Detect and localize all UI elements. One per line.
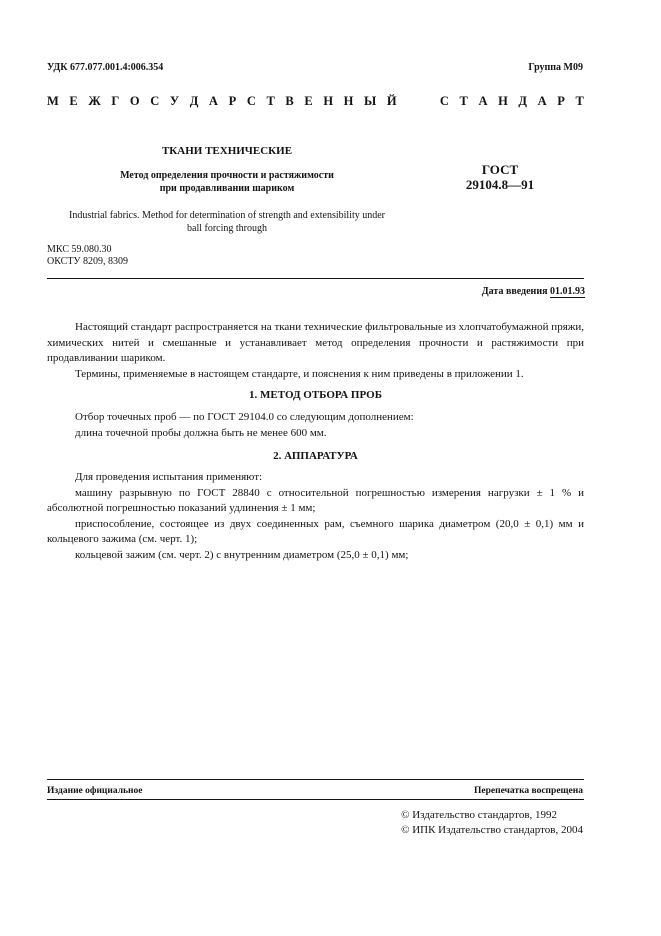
banner-letter: Н — [323, 94, 334, 108]
banner-letter: Н — [343, 94, 354, 108]
paragraph: Отбор точечных проб — по ГОСТ 29104.0 со следующим дополнением: — [75, 411, 414, 423]
document-title: ТКАНИ ТЕХНИЧЕСКИЕ — [161, 145, 293, 157]
okstu-code: ОКСТУ 8209, 8309 — [47, 256, 129, 267]
section-1-body — [47, 410, 584, 441]
footer-separator — [47, 799, 584, 800]
footer-separator — [47, 779, 584, 780]
english-title-line: ball forcing through — [187, 223, 267, 234]
banner-letter: Д — [518, 94, 528, 108]
gost-code: 29104.8—91 — [465, 177, 535, 192]
section-heading: 1. МЕТОД ОТБОРА ПРОБ — [249, 389, 382, 401]
effective-date — [482, 286, 585, 297]
section-2-body — [47, 470, 584, 563]
banner-letter: Е — [69, 94, 78, 108]
banner-letter: Р — [228, 94, 237, 108]
reprint-prohibited-label: Перепечатка воспрещена — [473, 786, 583, 796]
banner-letter: В — [285, 94, 294, 108]
banner-letter: С — [246, 94, 256, 108]
banner-letter: Т — [266, 94, 275, 108]
paragraph: длина точечной пробы должна быть не менее 600 мм. — [75, 426, 327, 439]
section-heading: 2. АППАРАТУРА — [273, 450, 358, 462]
english-title-line: Industrial fabrics. Method for determination of strength and extensibility under — [68, 210, 386, 221]
udk-code: УДК 677.077.001.4:006.354 — [47, 62, 164, 73]
subtitle-line: при продавливании шариком — [159, 183, 295, 194]
header-separator — [47, 278, 584, 279]
banner-letter: О — [129, 94, 140, 108]
document-subtitle — [47, 169, 407, 195]
date-label: Дата введения — [481, 286, 548, 297]
date-value: 01.01.93 — [550, 286, 585, 297]
standard-banner — [47, 94, 584, 109]
banner-letter: А — [208, 94, 218, 108]
banner-letter: Т — [575, 94, 584, 108]
gost-label: ГОСТ — [481, 162, 519, 177]
official-edition-label: Издание официальное — [47, 786, 143, 796]
banner-letter: С — [150, 94, 160, 108]
subtitle-line: Метод определения прочности и растяжимости — [120, 170, 334, 181]
banner-letter: Г — [111, 94, 120, 108]
paragraph: приспособление, состоящее из двух соединенных рам, съемного шарика диаметром (20,0 ± 0,1) мм и кольцевого зажима (см. черт. 1); — [47, 517, 584, 545]
intro-section — [47, 320, 584, 382]
copyright-block — [401, 808, 583, 838]
banner-letter: Р — [557, 94, 565, 108]
copyright-line: © ИПК Издательство стандартов, 2004 — [401, 824, 583, 836]
banner-letter: У — [169, 94, 180, 108]
banner-gap — [407, 94, 429, 109]
paragraph: Для проведения испытания применяют: — [75, 471, 263, 483]
paragraph: Термины, применяемые в настоящем стандарте, и пояснения к ним приведены в приложении 1. — [75, 367, 524, 380]
english-title — [47, 209, 407, 235]
mks-code: МКС 59.080.30 — [47, 244, 112, 255]
banner-letter: А — [478, 94, 488, 108]
banner-letter: Ы — [364, 94, 377, 108]
banner-letter: Н — [498, 94, 508, 108]
gost-number — [440, 162, 560, 192]
copyright-line: © Издательство стандартов, 1992 — [401, 809, 558, 821]
banner-letter: С — [439, 94, 449, 108]
banner-letter: Д — [189, 94, 199, 108]
paragraph: кольцевой зажим (см. черт. 2) с внутренним диаметром (25,0 ± 0,1) мм; — [75, 548, 409, 561]
banner-letter: Е — [304, 94, 313, 108]
classification-codes — [47, 244, 128, 268]
banner-letter: А — [537, 94, 547, 108]
banner-letter: Т — [459, 94, 468, 108]
banner-letter: Й — [386, 94, 397, 108]
paragraph: машину разрывную по ГОСТ 28840 с относительной погрешностью измерения нагрузки ± 1 % и абсолютной погрешностью показаний удлинения ± 1 мм; — [47, 486, 584, 514]
banner-letter: Ж — [88, 94, 101, 108]
banner-letter: М — [47, 94, 59, 108]
group-code: Группа М09 — [528, 62, 583, 73]
paragraph: Настоящий стандарт распространяется на ткани технические фильтровальные из хлопчатобумажной пряжи, химических нитей и смешанные и устанавливает метод определения прочности и растяжимости при продавливании шариком. — [47, 321, 584, 364]
